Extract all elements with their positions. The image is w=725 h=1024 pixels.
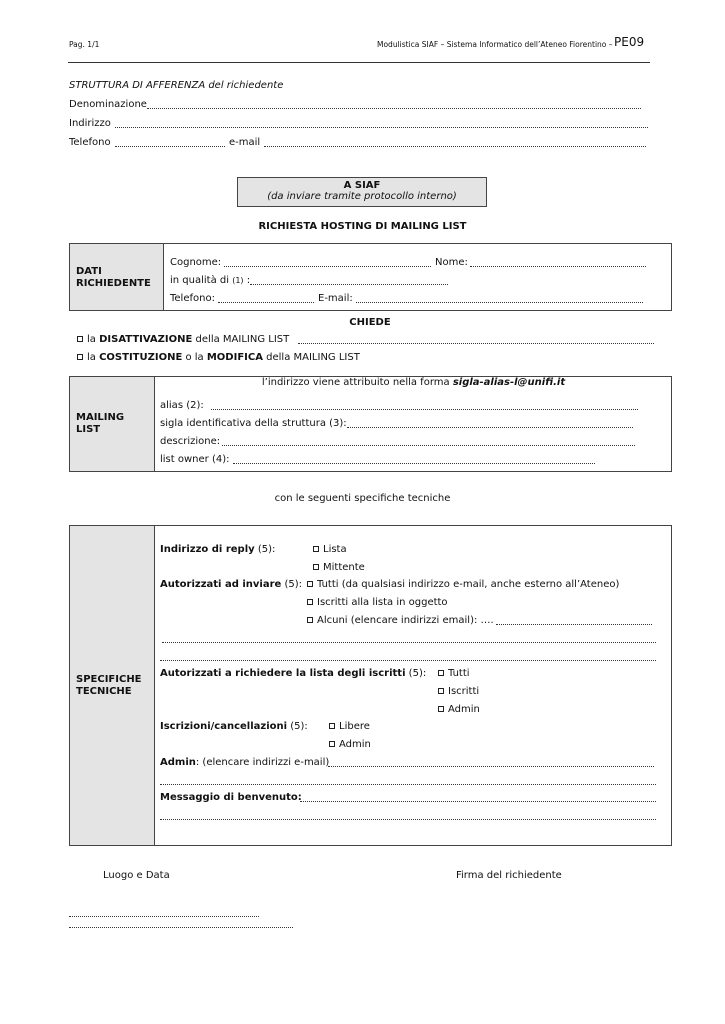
cognome-field[interactable] — [224, 266, 431, 267]
cognome-label: Cognome: — [170, 257, 222, 268]
mailing-label: MAILING LIST — [76, 412, 125, 435]
sigla-label: sigla identificativa della struttura (3): — [160, 418, 347, 429]
descrizione-label: descrizione: — [160, 436, 221, 447]
page-number: Pag. 1/1 — [69, 40, 100, 49]
checkbox-icon[interactable] — [313, 564, 319, 570]
nome-label: Nome: — [435, 257, 468, 268]
admin-field-2[interactable] — [160, 784, 656, 785]
specifiche-label: SPECIFICHE TECNICHE — [76, 674, 142, 697]
iscrizioni-option-admin[interactable]: Admin — [329, 739, 371, 750]
reply-option-mittente[interactable]: Mittente — [313, 562, 365, 573]
mailing-intro: l’indirizzo viene attribuito nella forma sigla-alias-l@unifi.it — [261, 377, 566, 388]
luogo-data-label: Luogo e Data — [103, 870, 170, 881]
option-costituzione[interactable]: la COSTITUZIONE o la MODIFICA della MAILING LIST — [77, 352, 360, 363]
qualita-label: in qualità di (1) : — [170, 275, 251, 286]
invio-option-iscritti[interactable]: Iscritti alla lista in oggetto — [307, 597, 448, 608]
email-label: e-mail — [229, 137, 261, 148]
form-code: PE09 — [614, 35, 645, 49]
alcuni-field-2[interactable] — [162, 642, 656, 643]
indirizzo-field[interactable] — [115, 127, 648, 128]
lista-label: Autorizzati a richiedere la lista degli iscritti (5): — [160, 668, 427, 679]
indirizzo-label: Indirizzo — [69, 118, 111, 129]
benvenuto-field[interactable] — [300, 801, 656, 802]
owner-label: list owner (4): — [160, 454, 230, 465]
firma-label: Firma del richiedente — [456, 870, 562, 881]
telefono-label: Telefono — [69, 137, 111, 148]
nome-field[interactable] — [470, 266, 646, 267]
reply-label: Indirizzo di reply (5): — [160, 544, 276, 555]
luogo-data-field[interactable] — [69, 916, 259, 917]
option-disattivazione[interactable]: la DISATTIVAZIONE della MAILING LIST — [77, 334, 289, 345]
firma-field[interactable] — [69, 927, 293, 928]
header-source: Modulistica SIAF – Sistema Informatico dell’Ateneo Fiorentino – — [377, 40, 613, 49]
iscrizioni-option-libere[interactable]: Libere — [329, 721, 370, 732]
alcuni-field[interactable] — [496, 624, 652, 625]
invio-label: Autorizzati ad inviare (5): — [160, 579, 303, 590]
iscrizioni-label: Iscrizioni/cancellazioni (5): — [160, 721, 308, 732]
qualita-field[interactable] — [250, 284, 448, 285]
checkbox-icon[interactable] — [438, 706, 444, 712]
siaf-line1: A SIAF — [343, 180, 381, 191]
checkbox-icon[interactable] — [329, 723, 335, 729]
main-title: RICHIESTA HOSTING DI MAILING LIST — [258, 221, 467, 232]
dati-telefono-field[interactable] — [218, 302, 314, 303]
siaf-line2: (da inviare tramite protocollo interno) — [267, 191, 457, 202]
siaf-box — [237, 177, 487, 207]
lista-option-tutti[interactable]: Tutti — [438, 668, 470, 679]
descrizione-field[interactable] — [222, 445, 635, 446]
checkbox-icon[interactable] — [307, 599, 313, 605]
disattivazione-field[interactable] — [298, 343, 654, 344]
invio-option-tutti[interactable]: Tutti (da qualsiasi indirizzo e-mail, anche esterno all’Ateneo) — [307, 579, 619, 590]
denominazione-field[interactable] — [147, 108, 641, 109]
alcuni-field-3[interactable] — [160, 660, 656, 661]
sigla-field[interactable] — [347, 427, 633, 428]
checkbox-icon[interactable] — [313, 546, 319, 552]
header-rule — [68, 62, 650, 63]
alias-field[interactable] — [211, 409, 638, 410]
checkbox-icon[interactable] — [329, 741, 335, 747]
specifiche-intro: con le seguenti specifiche tecniche — [274, 493, 451, 504]
benvenuto-label: Messaggio di benvenuto: — [160, 792, 302, 803]
admin-label: Admin: (elencare indirizzi e-mail) — [160, 757, 330, 768]
reply-option-lista[interactable]: Lista — [313, 544, 347, 555]
dati-telefono-label: Telefono: — [170, 293, 215, 304]
benvenuto-field-2[interactable] — [160, 819, 656, 820]
chiede-title: CHIEDE — [349, 317, 391, 328]
admin-field[interactable] — [328, 766, 654, 767]
checkbox-icon[interactable] — [307, 617, 313, 623]
alias-label: alias (2): — [160, 400, 204, 411]
owner-field[interactable] — [233, 463, 595, 464]
lista-option-admin[interactable]: Admin — [438, 704, 480, 715]
telefono-field[interactable] — [115, 146, 225, 147]
checkbox-icon[interactable] — [438, 670, 444, 676]
lista-option-iscritti[interactable]: Iscritti — [438, 686, 479, 697]
checkbox-icon[interactable] — [438, 688, 444, 694]
email-field[interactable] — [264, 146, 646, 147]
dati-email-field[interactable] — [356, 302, 643, 303]
checkbox-icon[interactable] — [307, 581, 313, 587]
denominazione-label: Denominazione — [69, 99, 147, 110]
dati-email-label: E-mail: — [318, 293, 353, 304]
dati-label: DATI RICHIEDENTE — [76, 266, 151, 289]
checkbox-icon[interactable] — [77, 354, 83, 360]
checkbox-icon[interactable] — [77, 336, 83, 342]
invio-option-alcuni[interactable]: Alcuni (elencare indirizzi email): …. — [307, 615, 494, 626]
struttura-title: STRUTTURA DI AFFERENZA del richiedente — [69, 80, 284, 91]
